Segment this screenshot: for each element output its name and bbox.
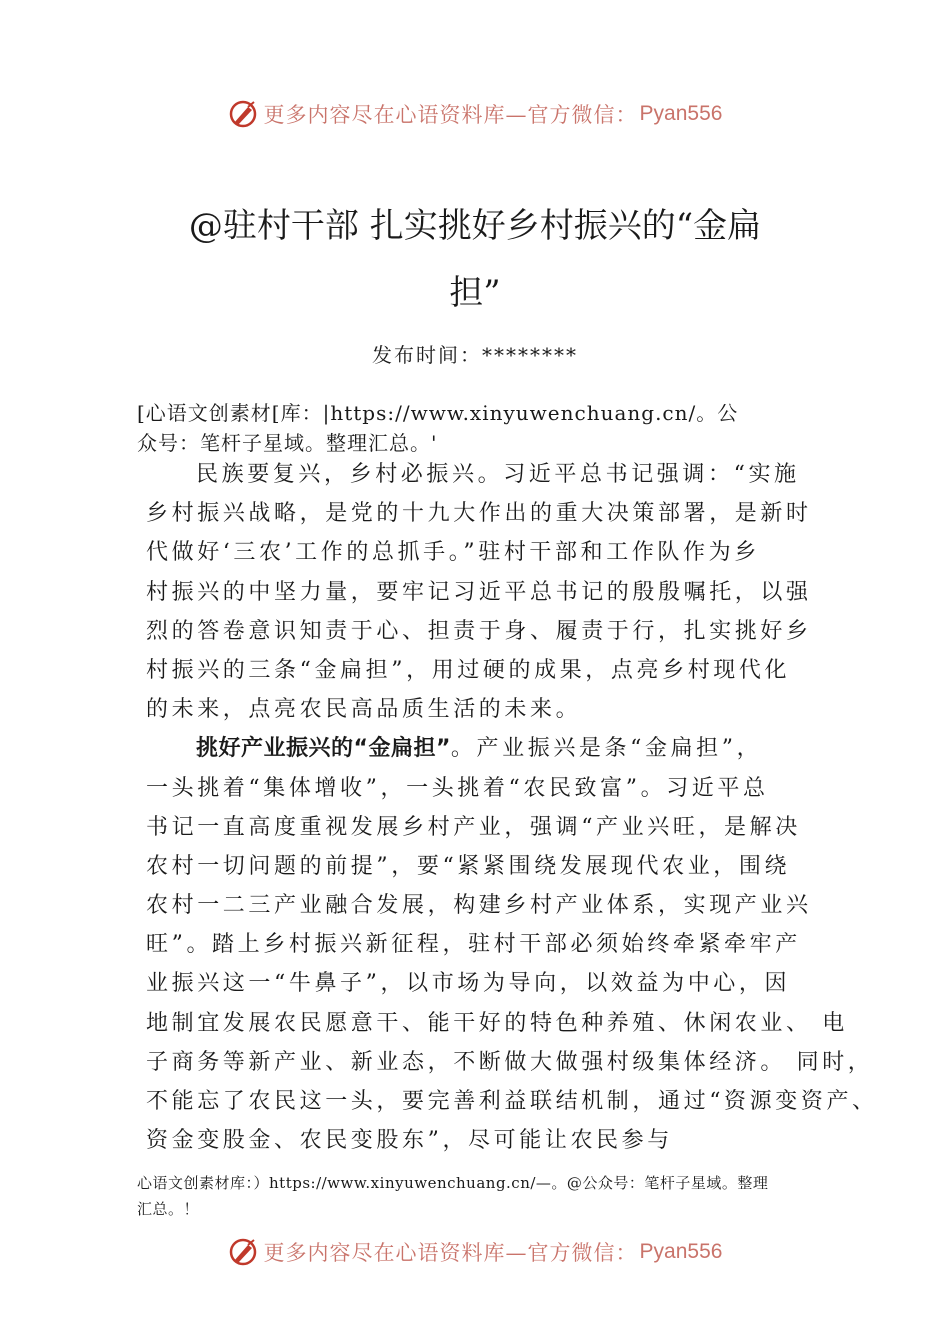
paragraph-1-line: 乡村振兴战略，是党的十九大作出的重大决策部署，是新时 bbox=[146, 501, 812, 527]
paragraph-2-line: 子商务等新产业、新业态，不断做大做强村级集体经济。 同时， bbox=[146, 1049, 874, 1075]
paragraph-2-line: 旺”。踏上乡村振兴新征程，驻村干部必须始终牵紧牵牢产 bbox=[146, 932, 801, 958]
header-banner bbox=[0, 92, 950, 136]
paragraph-2-line: 书记一直高度重视发展乡村产业，强调“产业兴旺，是解决 bbox=[146, 814, 801, 840]
banner-wechat-id: Pyan556 bbox=[639, 102, 723, 125]
quill-pen-logo-icon bbox=[228, 99, 258, 129]
banner-wechat-id: Pyan556 bbox=[639, 1240, 723, 1263]
source-note-line: 众号：笔杆子星域。整理汇总。' bbox=[137, 431, 438, 455]
source-note-line: [心语文创素材[库：|https://www.xinyuwenchuang.cn/。公 bbox=[137, 401, 739, 425]
paragraph-1-line: 代做好‘三农’工作的总抓手。”驻村干部和工作队作为乡 bbox=[146, 540, 760, 566]
paragraph-2-line: 农村一二三产业融合发展，构建乡村产业体系，实现产业兴 bbox=[146, 893, 812, 919]
footer-banner bbox=[0, 1230, 950, 1274]
paragraph-2-line: 一头挑着“集体增收”，一头挑着“农民致富”。习近平总 bbox=[146, 775, 769, 801]
banner-slogan: 更多内容尽在心语资料库—官方微信： bbox=[263, 1241, 638, 1265]
source-note bbox=[137, 398, 827, 458]
article-title-line-2: 担” bbox=[449, 273, 501, 313]
article-title-line-1: @驻村干部 扎实挑好乡村振兴的“金扁 bbox=[188, 206, 762, 246]
paragraph-1-line: 村振兴的三条“金扁担”，用过硬的成果，点亮乡村现代化 bbox=[146, 657, 791, 683]
paragraph-1-line: 民族要复兴，乡村必振兴。习近平总书记强调：“实施 bbox=[196, 462, 800, 487]
footer-note-line: 汇总。！ bbox=[137, 1200, 200, 1218]
banner-slogan: 更多内容尽在心语资料库—官方微信： bbox=[263, 103, 638, 127]
paragraph-2-line: 业振兴这一“牛鼻子”，以市场为导向，以效益为中心，因 bbox=[146, 971, 791, 997]
publish-time: 发布时间：******** bbox=[372, 343, 578, 367]
section-heading: 挑好产业振兴的“金扁担” bbox=[196, 736, 451, 762]
paragraph-2-first-line bbox=[146, 729, 836, 768]
paragraph-1-line: 村振兴的中坚力量，要牢记习近平总书记的殷殷嘱托，以强 bbox=[146, 579, 812, 605]
quill-pen-logo-icon bbox=[228, 1237, 258, 1267]
paragraph-2-line: 地制宜发展农民愿意干、能干好的特色种养殖、休闲农业、 电 bbox=[146, 1010, 848, 1036]
paragraph-2-line: 不能忘了农民这一头，要完善利益联结机制，通过“资源变资产、 bbox=[146, 1089, 878, 1114]
paragraph-2-line: 农村一切问题的前提”，要“紧紧围绕发展现代农业，围绕 bbox=[146, 853, 791, 879]
footer-note-line: 心语文创素材库：）https://www.xinyuwenchuang.cn/—。@公众号：笔杆子星域。整理 bbox=[137, 1174, 769, 1192]
article-body bbox=[146, 455, 878, 1160]
paragraph-1-line: 的未来，点亮农民高品质生活的未来。 bbox=[146, 697, 582, 723]
paragraph-1-line: 烈的答卷意识知责于心、担责于身、履责于行，扎实挑好乡 bbox=[146, 618, 812, 644]
paragraph-2-line: 资金变股金、农民变股东”，尽可能让农民参与 bbox=[146, 1128, 673, 1154]
footer-note bbox=[137, 1170, 827, 1222]
paragraph-2-first-line-text: 。产业振兴是条“金扁担”， bbox=[450, 736, 763, 762]
